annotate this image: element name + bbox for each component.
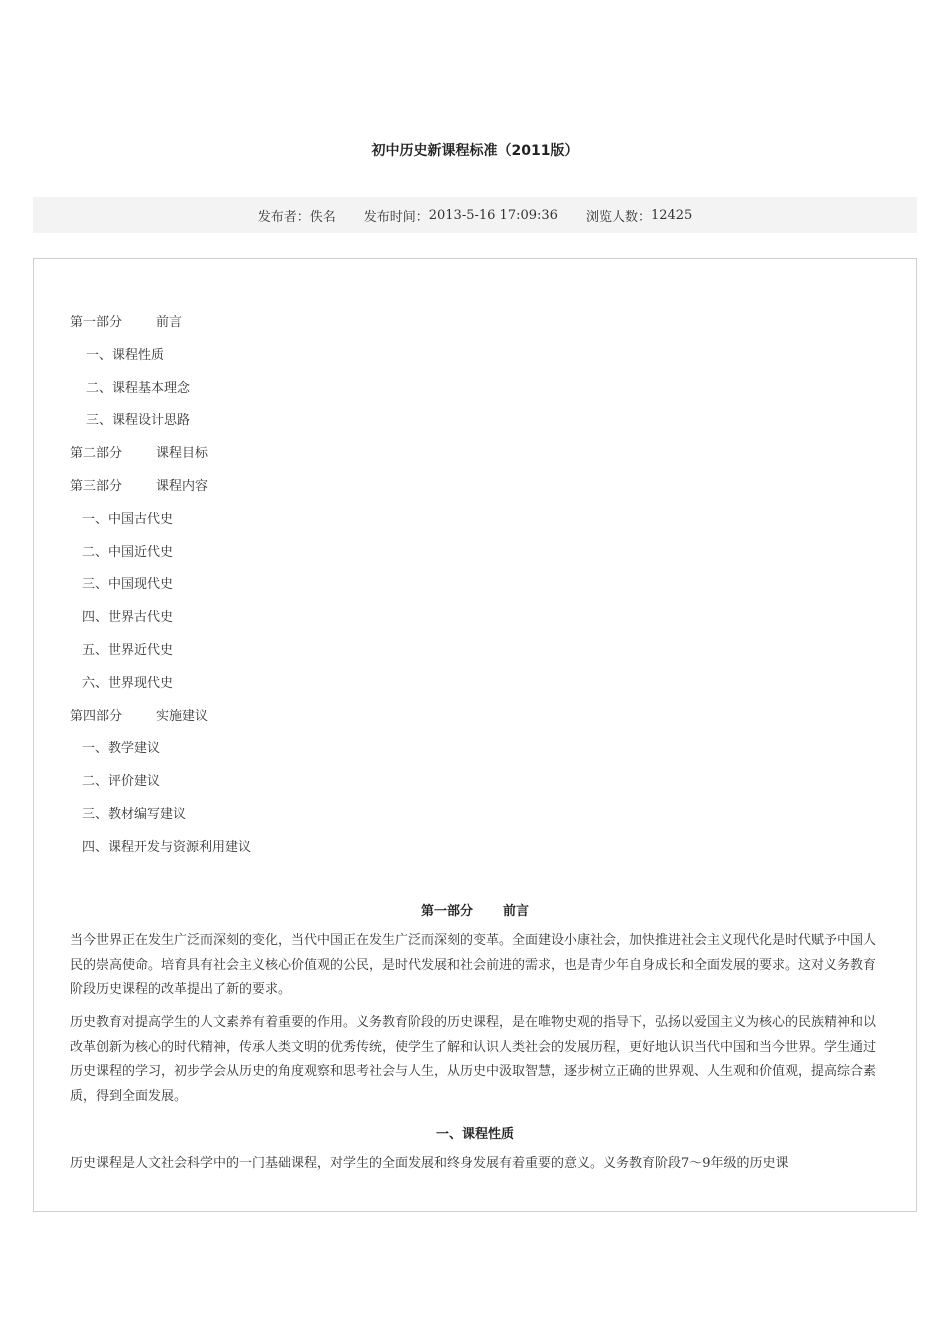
toc-part-number: 第三部分 [70, 478, 123, 494]
toc-item[interactable]: 二、中国近代史 [82, 544, 174, 560]
body-paragraph: 历史教育对提高学生的人文素养有着重要的作用。义务教育阶段的历史课程，是在唯物史观的指导下，弘扬以爱国主义为核心的民族精神和以改革创新为核心的时代精神，传承人类文明的优秀传统，使学生了解和认识人类社会的发展历程，更好地认识当代中国和当今世界。学生通过历史课程的学习，初步学会从历史的角度观察和思考社会与人生，从历史中汲取智慧，逐步树立正确的世界观、人生观和价值观，提高综合素质，得到全面发展。 [70, 1015, 877, 1105]
toc-part-title: 课程内容 [156, 478, 209, 494]
toc-item[interactable]: 五、世界近代史 [82, 642, 174, 658]
view-count-label: 浏览人数： [585, 209, 651, 225]
body-paragraph: 当今世界正在发生广泛而深刻的变化，当代中国正在发生广泛而深刻的变革。全面建设小康社会，加快推进社会主义现代化是时代赋予中国人民的崇高使命。培育具有社会主义核心价值观的公民，是时代发展和社会前进的需求，也是青少年自身成长和全面发展的要求。这对义务教育阶段历史课程的改革提出了新的要求。 [70, 933, 877, 998]
toc-item[interactable]: 一、课程性质 [86, 347, 165, 363]
page-title: 初中历史新课程标准（2011版） [371, 143, 579, 159]
toc-item[interactable]: 二、课程基本理念 [86, 380, 191, 396]
toc-part-number: 第四部分 [70, 708, 123, 724]
publish-time-value: 2013-5-16 17:09:36 [428, 207, 558, 223]
section-title: 前言 [503, 904, 530, 919]
toc-part-title: 前言 [156, 315, 183, 330]
toc-item[interactable]: 三、课程设计思路 [86, 413, 191, 429]
subsection-heading: 一、课程性质 [435, 1127, 514, 1142]
toc-part-4[interactable] [70, 701, 251, 734]
toc-part-3[interactable] [70, 471, 251, 504]
toc-part-title: 课程目标 [156, 446, 209, 462]
view-count-value: 12425 [650, 207, 693, 223]
publish-time-label: 发布时间： [363, 209, 429, 225]
toc-item[interactable]: 四、课程开发与资源利用建议 [82, 839, 252, 855]
toc-part-title: 实施建议 [156, 708, 209, 724]
toc-item[interactable]: 一、教学建议 [82, 741, 161, 757]
toc-part-number: 第一部分 [70, 315, 123, 330]
article-meta-bar [33, 197, 917, 233]
toc-part-2[interactable] [70, 438, 251, 471]
toc-part-1[interactable] [70, 307, 251, 340]
publisher-label: 发布者： [257, 209, 310, 225]
toc-item[interactable]: 一、中国古代史 [82, 511, 174, 527]
publisher-value: 佚名 [309, 209, 336, 225]
toc-item[interactable]: 四、世界古代史 [82, 610, 174, 626]
table-of-contents [70, 307, 251, 865]
section-number: 第一部分 [420, 904, 473, 919]
article-content [33, 258, 917, 1212]
toc-item[interactable]: 六、世界现代史 [82, 675, 174, 691]
toc-item[interactable]: 三、教材编写建议 [82, 806, 187, 822]
section-heading [34, 900, 916, 919]
toc-item[interactable]: 三、中国现代史 [82, 577, 174, 593]
toc-item[interactable]: 二、评价建议 [82, 774, 161, 790]
toc-part-number: 第二部分 [70, 446, 123, 462]
body-paragraph: 历史课程是人文社会科学中的一门基础课程，对学生的全面发展和终身发展有着重要的意义。义务教育阶段7～9年级的历史课 [70, 1156, 789, 1171]
